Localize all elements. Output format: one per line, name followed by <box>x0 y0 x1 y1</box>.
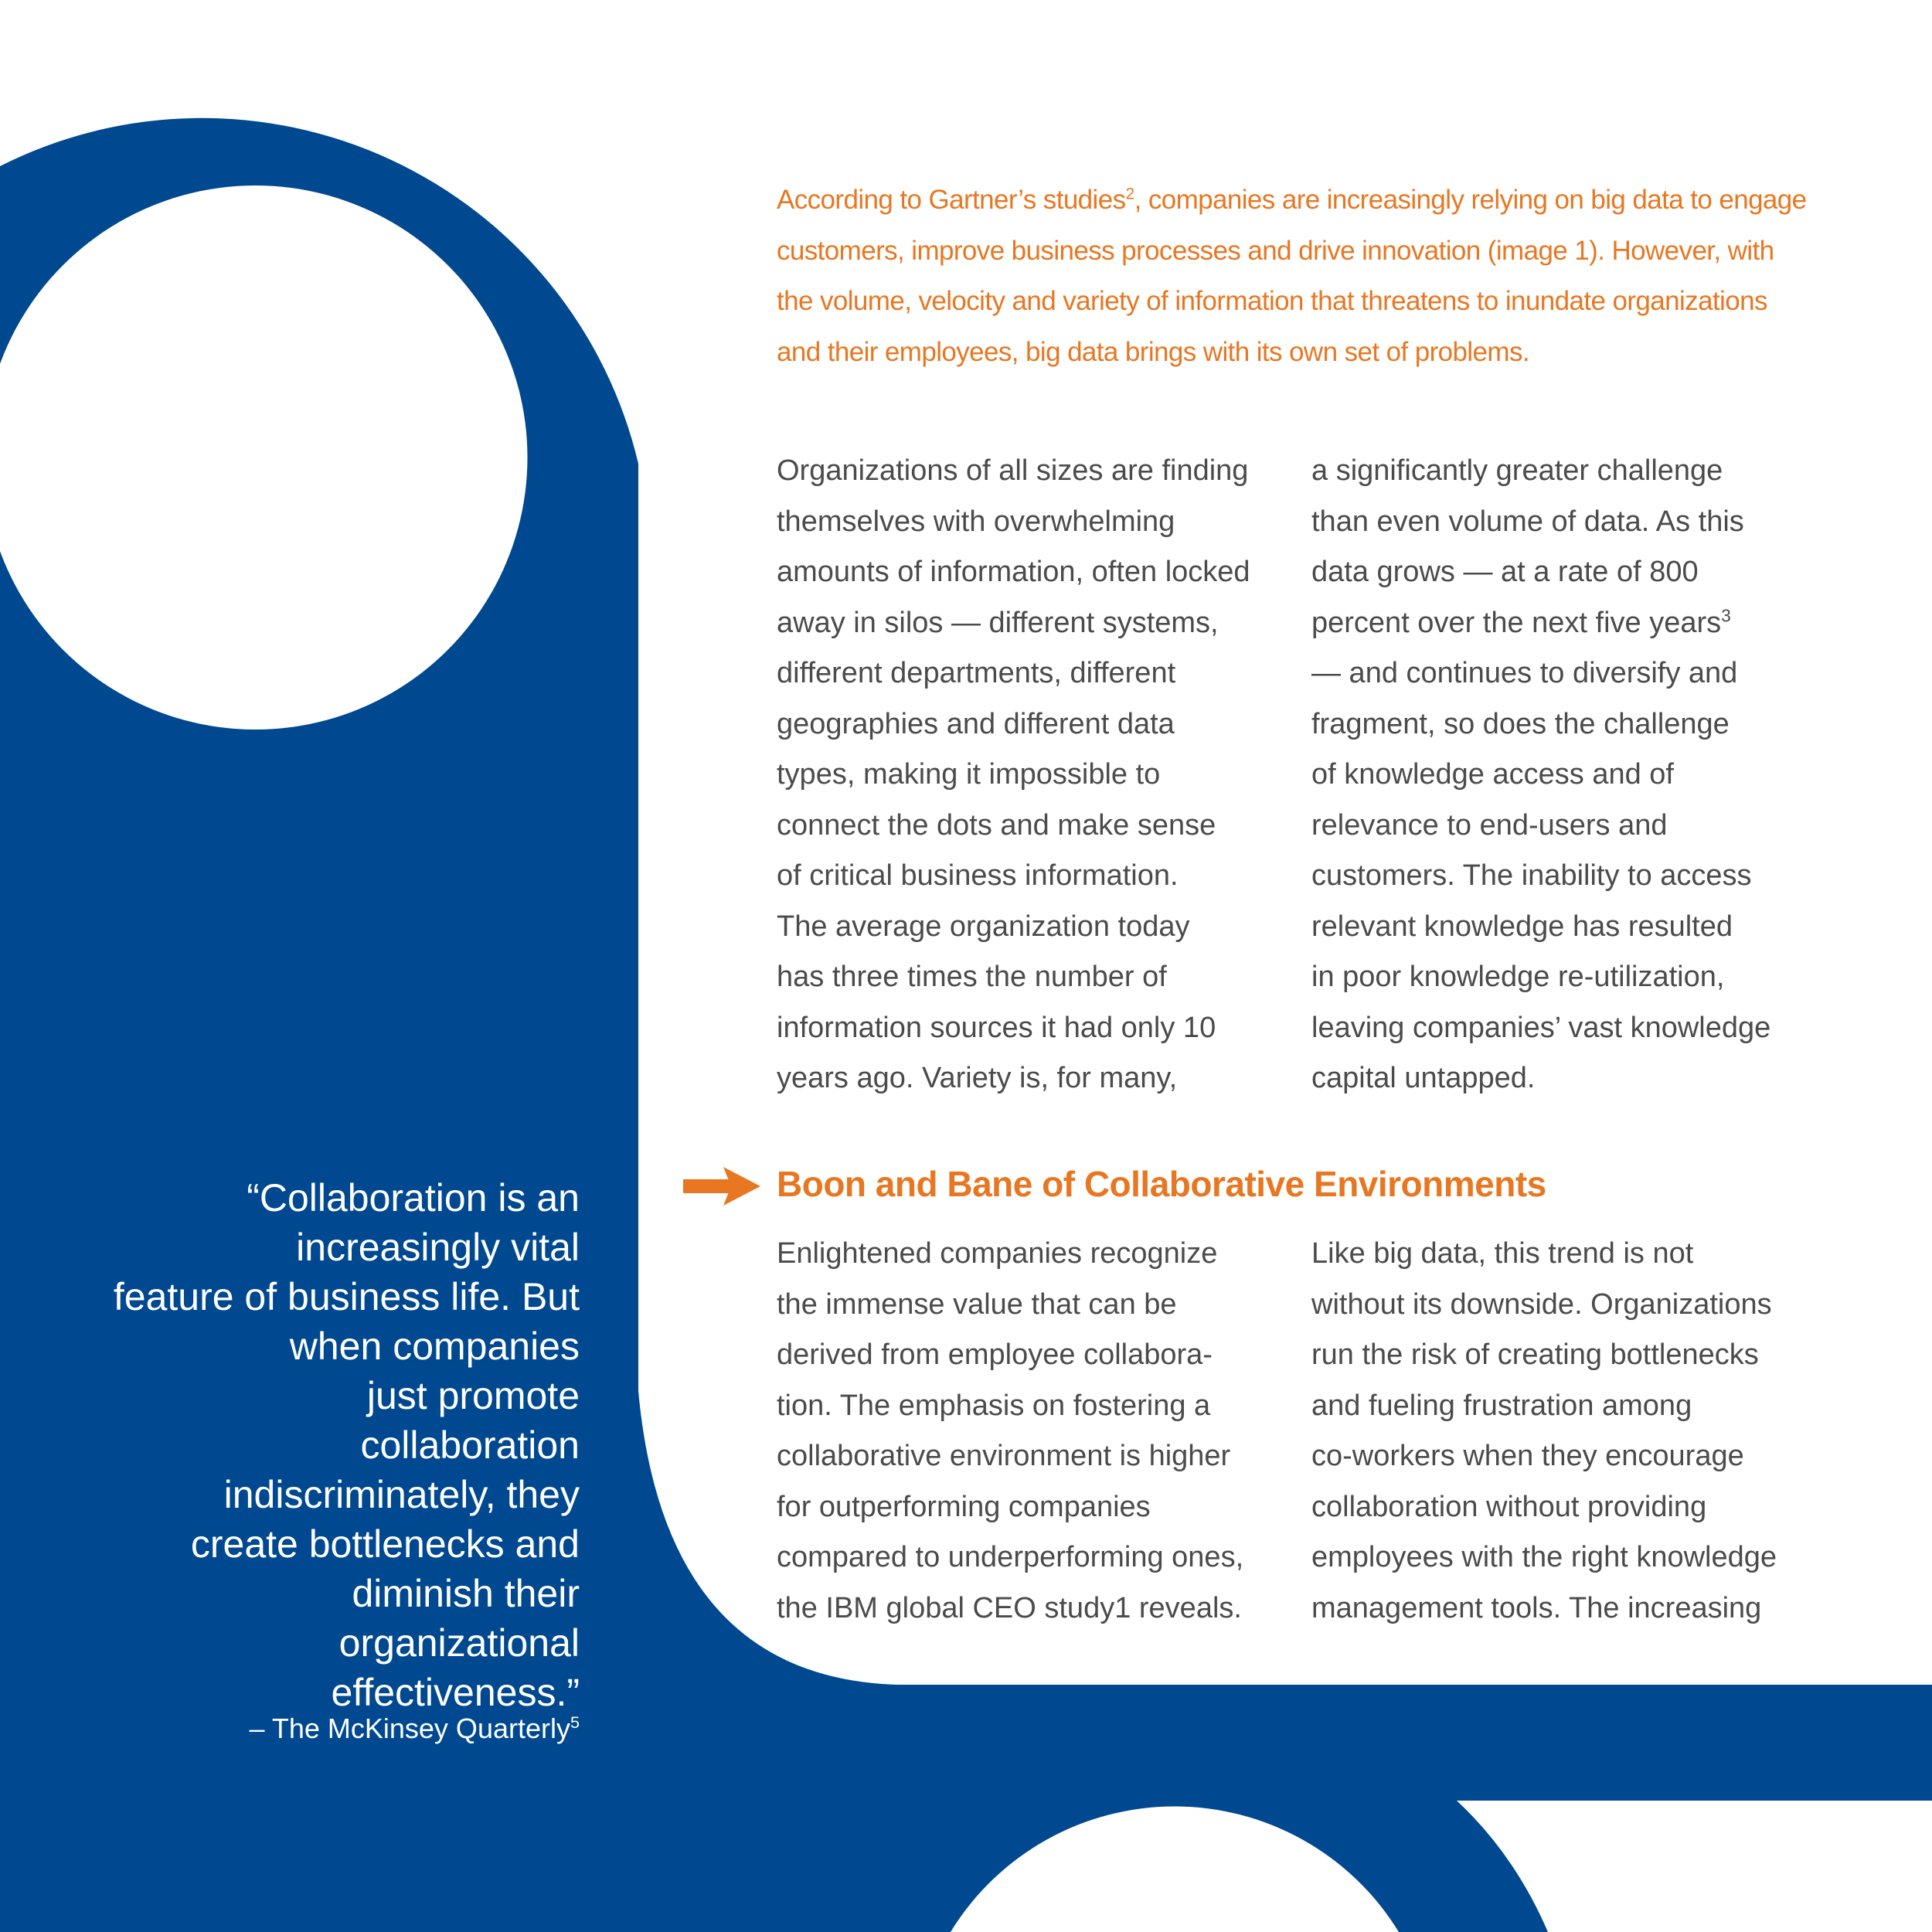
text-line: compared to underperforming ones, <box>777 1541 1244 1573</box>
section2-left-column <box>777 1229 1243 1634</box>
text-line: derived from employee collabora- <box>777 1338 1213 1371</box>
quote-line: “Collaboration is an <box>247 1176 580 1219</box>
section1-right-column <box>1311 446 1770 1104</box>
text-line: collaborative environment is higher <box>777 1440 1231 1472</box>
text-line: away in silos — different systems, <box>777 606 1219 639</box>
footnote-5: 5 <box>570 1713 580 1732</box>
text-line: the immense value that can be <box>777 1287 1177 1321</box>
section2-right-column <box>1311 1229 1777 1634</box>
text-line: of knowledge access and of <box>1311 758 1674 791</box>
quote-line: feature of business life. But <box>113 1275 580 1318</box>
pull-quote <box>62 1173 580 1717</box>
footnote-2: 2 <box>1125 185 1134 203</box>
text-line: capital untapped. <box>1311 1062 1536 1094</box>
text-line: management tools. The increasing <box>1311 1591 1762 1624</box>
text-line: than even volume of data. As this <box>1311 505 1744 538</box>
text-line: relevant knowledge has resulted <box>1311 910 1733 943</box>
text-line: years ago. Variety is, for many, <box>777 1062 1178 1094</box>
text-line: tion. The emphasis on fostering a <box>777 1389 1211 1422</box>
intro-text-1: According to Gartner’s studies <box>777 185 1126 215</box>
text-line: Enlightened companies recognize <box>777 1237 1218 1270</box>
quote-line: collaboration <box>360 1423 580 1467</box>
text-line: in poor knowledge re-utilization, <box>1311 961 1725 993</box>
text-line: run the risk of creating bottlenecks <box>1311 1338 1759 1371</box>
quote-attribution <box>62 1709 580 1748</box>
quote-line: diminish their <box>352 1572 580 1615</box>
text-line: a significantly greater challenge <box>1311 454 1723 487</box>
text-line: The average organization today <box>777 910 1190 943</box>
quote-line: just promote <box>366 1374 580 1417</box>
text-line: of critical business information. <box>777 859 1179 892</box>
quote-line: increasingly vital <box>296 1226 580 1269</box>
text-line: without its downside. Organizations <box>1311 1287 1772 1321</box>
intro-paragraph <box>777 175 1812 377</box>
text-line: themselves with overwhelming <box>777 505 1175 538</box>
text-line: and fueling frustration among <box>1311 1389 1692 1422</box>
text-line: has three times the number of <box>777 961 1167 993</box>
text-line: customers. The inability to access <box>1311 859 1752 892</box>
arrow-right-icon <box>683 1167 760 1206</box>
text-line: collaboration without providing <box>1311 1490 1707 1523</box>
quote-line: create bottlenecks and <box>190 1522 580 1566</box>
footnote-3: 3 <box>1721 604 1731 625</box>
intro-text-2: , companies are increasingly relying on big data to engage customers, improve business processes and drive innovation (image 1). However, with the volume, velocity and variety of information that threatens to inundate organizations and their employees, big data brings with its own set of problems. <box>777 185 1807 367</box>
text-line-with-footnote <box>1311 598 1770 649</box>
quote-line: organizational <box>338 1621 580 1665</box>
text-line: types, making it impossible to <box>777 758 1161 791</box>
section1-left-column <box>777 446 1250 1104</box>
attribution-text: – The McKinsey Quarterly <box>249 1713 570 1744</box>
text-line: — and continues to diversify and <box>1311 657 1738 689</box>
text-line: Like big data, this trend is not <box>1311 1237 1694 1270</box>
text-line: the IBM global CEO study1 reveals. <box>777 1591 1242 1624</box>
text-line: employees with the right knowledge <box>1311 1541 1777 1573</box>
text-line: amounts of information, often locked <box>777 556 1250 588</box>
text-line: Organizations of all sizes are finding <box>777 454 1249 487</box>
text-line: co-workers when they encourage <box>1311 1440 1744 1472</box>
quote-line: indiscriminately, they <box>223 1473 580 1516</box>
text-line: percent over the next five years <box>1311 606 1722 639</box>
text-line: fragment, so does the challenge <box>1311 707 1730 740</box>
quote-line: effectiveness.” <box>331 1671 580 1714</box>
text-line: leaving companies’ vast knowledge <box>1311 1011 1771 1044</box>
section-heading: Boon and Bane of Collaborative Environments <box>777 1164 1546 1204</box>
text-line: information sources it had only 10 <box>777 1011 1216 1044</box>
text-line: connect the dots and make sense <box>777 808 1216 842</box>
text-line: for outperforming companies <box>777 1490 1151 1523</box>
text-line: data grows — at a rate of 800 <box>1311 556 1699 588</box>
quote-line: when companies <box>289 1325 580 1368</box>
text-line: different departments, different <box>777 657 1176 689</box>
text-line: relevance to end-users and <box>1311 808 1668 842</box>
text-line: geographies and different data <box>777 707 1175 740</box>
